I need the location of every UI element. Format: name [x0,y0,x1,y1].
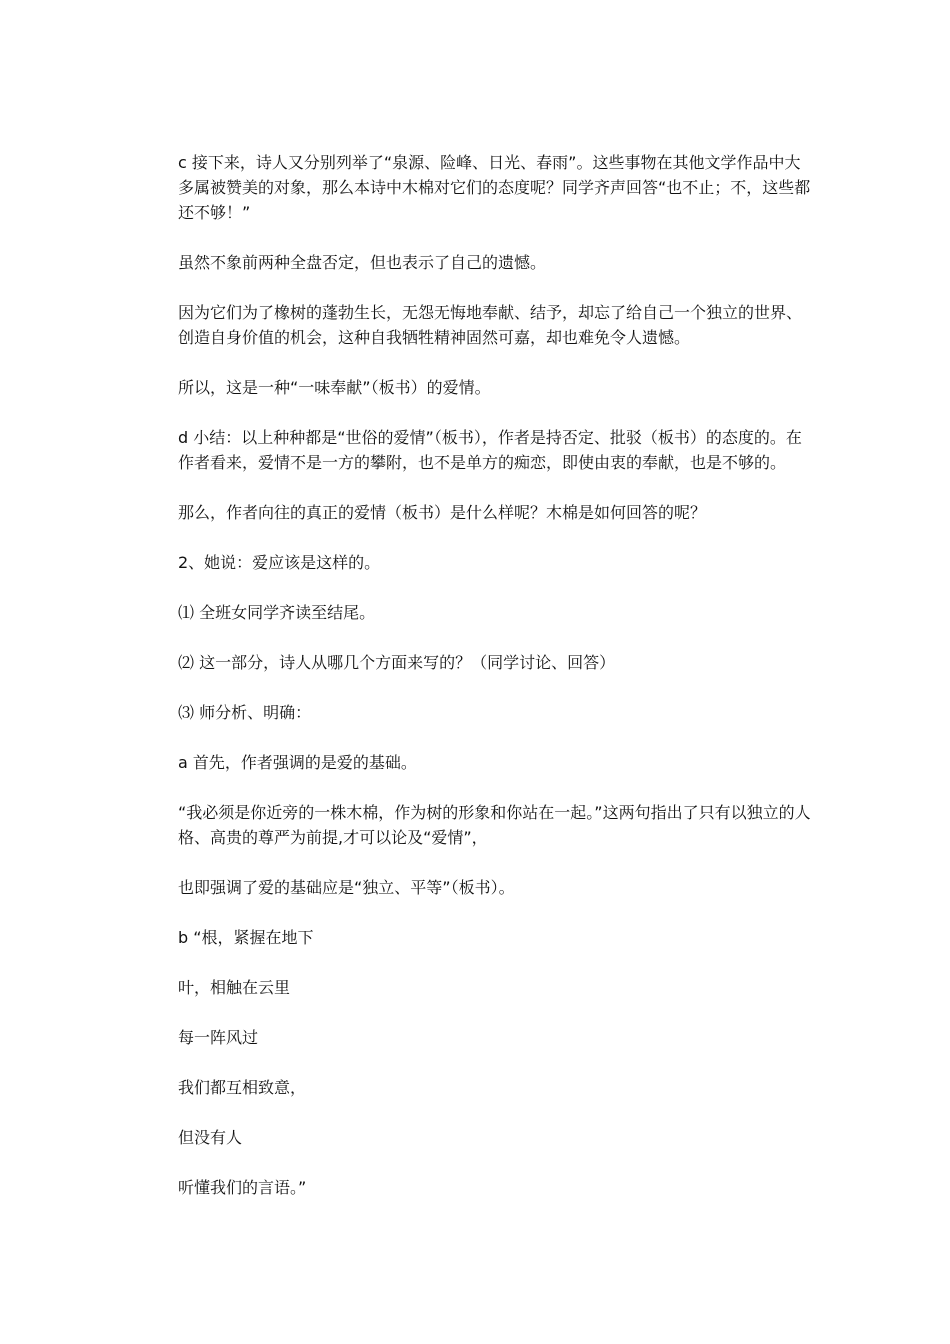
paragraph: c 接下来，诗人又分别列举了“泉源、险峰、日光、春雨”。这些事物在其他文学作品中大多属被赞美的对象，那么本诗中木棉对它们的态度呢？同学齐声回答“也不止；不，这些都还不够！” [178,153,811,222]
paragraph: 也即强调了爱的基础应是“独立、平等”（板书）。 [178,878,515,897]
poem-line: b “根，紧握在地下 [178,928,314,947]
paragraph: 那么，作者向往的真正的爱情（板书）是什么样呢？木棉是如何回答的呢？ [178,503,707,522]
paragraph: ⑶ 师分析、明确： [178,703,312,722]
paragraph: 所以，这是一种“一味奉献”（板书）的爱情。 [178,378,491,397]
paragraph: d 小结：以上种种都是“世俗的爱情”（板书），作者是持否定、批驳（板书）的态度的。在作者看来，爱情不是一方的攀附，也不是单方的痴恋，即使由衷的奉献，也是不够的。 [178,428,802,472]
poem-line: 我们都互相致意， [178,1078,307,1097]
paragraph: ⑴ 全班女同学齐读至结尾。 [178,603,376,622]
poem-line: 叶，相触在云里 [178,978,291,997]
document-body [178,150,814,1225]
paragraph: ⑵ 这一部分，诗人从哪几个方面来写的？（同学讨论、回答） [178,653,616,672]
paragraph: “我必须是你近旁的一株木棉，作为树的形象和你站在一起。”这两句指出了只有以独立的人格、高贵的尊严为前提,才可以论及“爱情”， [178,803,811,847]
paragraph: a 首先，作者强调的是爱的基础。 [178,753,417,772]
paragraph: 虽然不象前两种全盘否定，但也表示了自己的遗憾。 [178,253,547,272]
poem-line: 每一阵风过 [178,1028,259,1047]
paragraph: 因为它们为了橡树的蓬勃生长，无怨无悔地奉献、结予，却忘了给自己一个独立的世界、创造自身价值的机会，这种自我牺牲精神固然可嘉，却也难免令人遗憾。 [178,303,803,347]
paragraph: 2、她说：爱应该是这样的。 [178,553,381,572]
poem-line: 但没有人 [178,1128,243,1147]
poem-line: 听懂我们的言语。” [178,1178,307,1197]
